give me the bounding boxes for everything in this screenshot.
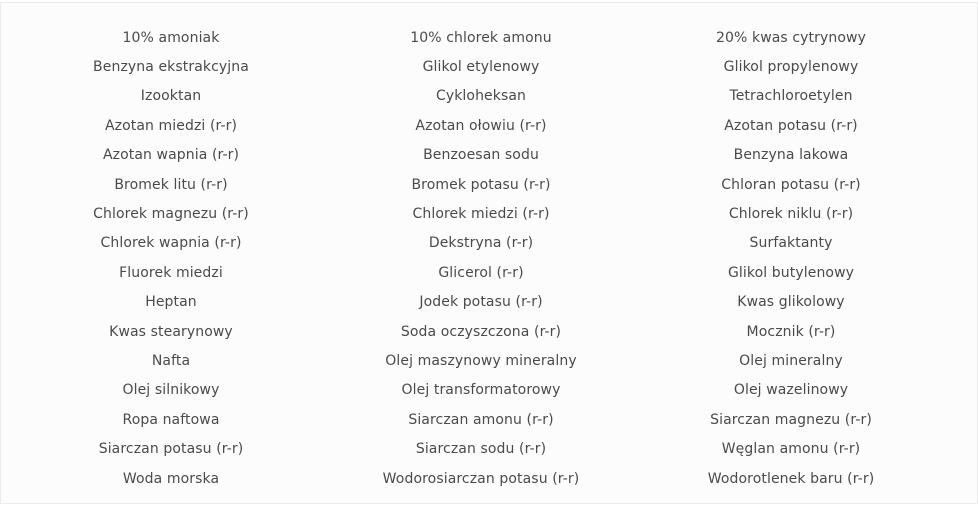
substance-cell: Glikol etylenowy: [422, 59, 540, 76]
substance-cell: Siarczan sodu (r-r): [415, 441, 547, 458]
substance-cell: Mocznik (r-r): [746, 323, 836, 340]
substance-cell: Siarczan amonu (r-r): [408, 411, 554, 428]
table-row: [1, 170, 961, 199]
substance-cell: Siarczan magnezu (r-r): [710, 411, 872, 428]
substance-cell: Wodorotlenek baru (r-r): [707, 470, 875, 487]
substance-cell: Glikol butylenowy: [727, 264, 855, 281]
substance-cell: Jodek potasu (r-r): [419, 294, 543, 311]
substance-cell: Fluorek miedzi: [119, 264, 223, 281]
substance-cell: 10% amoniak: [122, 29, 220, 46]
table-row: [1, 376, 961, 405]
substance-cell: Benzyna ekstrakcyjna: [93, 59, 249, 76]
table-row: [1, 23, 961, 52]
table-row: [1, 346, 961, 375]
substance-cell: 10% chlorek amonu: [410, 29, 552, 46]
table-row: [1, 199, 961, 228]
table-row: [1, 434, 961, 463]
substance-cell: Woda morska: [122, 470, 220, 487]
table-row: [1, 111, 961, 140]
substance-cell: Wodorosiarczan potasu (r-r): [382, 470, 580, 487]
substance-cell: Izooktan: [140, 88, 202, 105]
table-row: [1, 82, 961, 111]
substance-cell: Cykloheksan: [435, 88, 527, 105]
substance-cell: Olej wazelinowy: [733, 382, 849, 399]
substance-cell: Benzoesan sodu: [423, 147, 539, 164]
substance-cell: Chlorek magnezu (r-r): [93, 206, 249, 223]
substances-table: [1, 23, 961, 493]
substance-cell: Chlorek niklu (r-r): [728, 206, 854, 223]
substance-cell: Surfaktanty: [749, 235, 833, 252]
substance-cell: Kwas stearynowy: [109, 323, 233, 340]
table-row: [1, 258, 961, 287]
substance-cell: Siarczan potasu (r-r): [98, 441, 244, 458]
substance-cell: Azotan potasu (r-r): [724, 117, 858, 134]
substance-cell: Azotan wapnia (r-r): [102, 147, 240, 164]
table-row: [1, 317, 961, 346]
substance-cell: Bromek litu (r-r): [114, 176, 228, 193]
table-row: [1, 141, 961, 170]
substance-cell: Tetrachloroetylen: [729, 88, 853, 105]
table-row: [1, 464, 961, 493]
substance-cell: Bromek potasu (r-r): [411, 176, 551, 193]
substance-cell: Olej silnikowy: [122, 382, 220, 399]
substance-cell: Chloran potasu (r-r): [721, 176, 861, 193]
substance-cell: Azotan miedzi (r-r): [104, 117, 238, 134]
substance-cell: Chlorek miedzi (r-r): [412, 206, 550, 223]
substance-cell: Glikol propylenowy: [723, 59, 859, 76]
substance-cell: Węglan amonu (r-r): [721, 441, 861, 458]
substance-cell: 20% kwas cytrynowy: [716, 29, 866, 46]
substance-cell: Ropa naftowa: [122, 411, 220, 428]
substance-cell: Heptan: [145, 294, 197, 311]
substance-cell: Azotan ołowiu (r-r): [415, 117, 547, 134]
substance-cell: Olej maszynowy mineralny: [385, 352, 577, 369]
substance-cell: Kwas glikolowy: [737, 294, 845, 311]
table-row: [1, 405, 961, 434]
substance-cell: Olej mineralny: [739, 352, 843, 369]
substance-cell: Benzyna lakowa: [733, 147, 849, 164]
table-row: [1, 229, 961, 258]
substance-cell: Nafta: [151, 352, 191, 369]
table-row: [1, 52, 961, 81]
substance-cell: Olej transformatorowy: [401, 382, 561, 399]
substance-cell: Dekstryna (r-r): [428, 235, 534, 252]
substance-cell: Chlorek wapnia (r-r): [100, 235, 242, 252]
substance-cell: Soda oczyszczona (r-r): [400, 323, 562, 340]
substance-cell: Glicerol (r-r): [438, 264, 524, 281]
substances-panel: [0, 2, 978, 504]
table-row: [1, 288, 961, 317]
